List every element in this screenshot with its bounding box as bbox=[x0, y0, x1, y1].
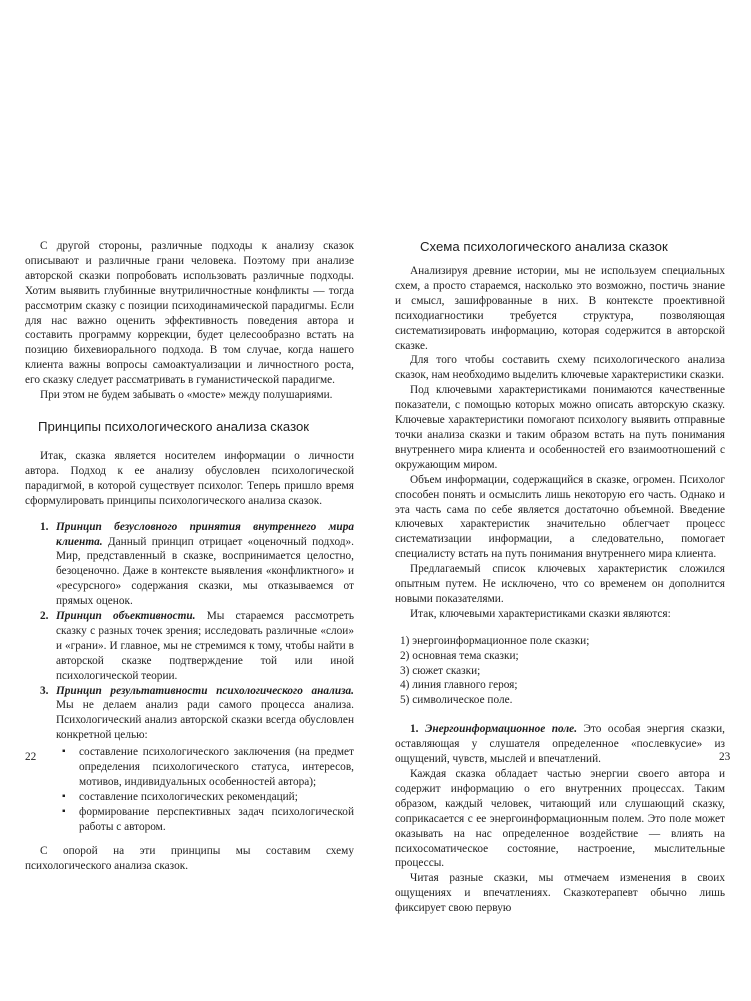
principles-intro-paragraph: Итак, сказка является носителем информации о личности автора. Подход к ее анализу обусловлен психологической парадигмой, в которой существует психолог. Теперь пришло время сформулировать принципы психологического анализа сказок. bbox=[25, 449, 354, 507]
energy-paragraph-1: Каждая сказка обладает частью энергии своего автора и содержит информацию о его внутренних процессах. Таким образом, каждый человек, читающий или слушающий сказку, соприкасается с ее энергоинформационным полем. Это поле может оказывать на нас определенное воздействие — влиять на психосоматическое состояние, настроение, мыслительные процессы. bbox=[395, 768, 725, 870]
closing-paragraph: С опорой на эти принципы мы составим схему психологического анализа сказок. bbox=[25, 844, 354, 872]
section-heading-scheme: Схема психологического анализа сказок bbox=[420, 239, 668, 254]
principle-item-1 bbox=[25, 520, 354, 609]
characteristic-item: 5) символическое поле. bbox=[400, 694, 513, 707]
goal-item: ▪ составление психологических рекомендаций; bbox=[56, 790, 354, 805]
principle-term: Принцип безусловного принятия внутреннего мира клиента. bbox=[56, 520, 354, 548]
section-heading-principles: Принципы психологического анализа сказок bbox=[38, 418, 310, 434]
energy-paragraph-2: Читая разные сказки, мы отмечаем изменения в своих ощущениях и впечатлениях. Сказкотерапевт обычно лишь фиксирует свою первую bbox=[395, 872, 725, 915]
right-text-column bbox=[395, 239, 725, 916]
scheme-paragraph-3: Под ключевыми характеристиками понимаются качественные показатели, с помощью которых можно описать авторскую сказку. Ключевые характеристики помогают психологу выявить отправные точки анализа сказки и таким образом встать на путь понимания внутреннего мира клиента и особенностей его взаимоотношений с окружающим миром. bbox=[395, 384, 725, 471]
goal-item: ▪ составление психологического заключения (на предмет определения психологического статуса, интересов, мотивов, индивидуальных особенностей автора); bbox=[56, 745, 354, 790]
principle-text: Данный принцип отрицает «оценочный подход». Мир, представленный в сказке, воспринимается целостно, безоценочно. Даже в контексте выявления «конфликтного» и «ресурсного» содержания сказки, мы отказываемся от прямых оценок. bbox=[56, 535, 354, 608]
energy-field-term: Энергоинформационное поле. bbox=[424, 723, 578, 736]
energy-field-text: Это особая энергия сказки, оставляющая у слушателя определенное «послевкусие» из ощущений, чувств, мыслей и впечатлений. bbox=[395, 723, 725, 766]
scheme-paragraph-5: Предлагаемый список ключевых характеристик сложился опытным путем. Не исключено, что со временем он дополнится новыми показателями. bbox=[395, 563, 725, 605]
characteristics-list bbox=[395, 634, 725, 709]
principle-text: Мы не делаем анализ ради самого процесса анализа. Психологический анализ авторской сказки всегда обусловлен конкретной целью: bbox=[56, 699, 354, 742]
intro-paragraph-2: При этом не будем забывать о «мосте» между полушариями. bbox=[40, 389, 333, 402]
right-page bbox=[376, 0, 751, 1001]
principle-number: 1. bbox=[40, 520, 49, 533]
principle-number: 2. bbox=[40, 610, 49, 623]
page-number-left: 22 bbox=[25, 751, 37, 763]
scheme-paragraph-2: Для того чтобы составить схему психологического анализа сказок, нам необходимо выделить ключевые характеристики сказки. bbox=[395, 354, 725, 382]
characteristic-item: 3) сюжет сказки; bbox=[400, 664, 481, 677]
characteristic-item: 2) основная тема сказки; bbox=[400, 649, 519, 662]
principle-number: 3. bbox=[40, 684, 49, 697]
energy-field-number: 1. bbox=[410, 723, 419, 736]
scheme-paragraph-6: Итак, ключевыми характеристиками сказки являются: bbox=[410, 607, 671, 620]
scheme-paragraph-4: Объем информации, содержащийся в сказке, огромен. Психолог способен понять и осмыслить лишь некоторую его часть. Однако и эта часть сама по себе является достаточно объемной. Введение ключевых характеристик значительно облегчает процесс систематизации информации, а следовательно, помогает специалисту встать на путь понимания внутреннего мира клиента. bbox=[395, 473, 725, 561]
energy-field-paragraph bbox=[395, 722, 725, 767]
intro-paragraph-1: С другой стороны, различные подходы к анализу сказок описывают и различные грани человека. Поэтому при анализе авторской сказки попробовать использовать различные подходы. Хотим выявить глубинные внутриличностные конфликты — тогда рассмотрим сказку с позиции психодинамической парадигмы. Если для нас важно оценить эффективность поведения автора и составить программу коррекции, будет целесообразно встать на позицию бихевиорального подхода. В том случае, когда нашего клиента важны вопросы самоактуализации и личностного роста, его сказку следует рассматривать в гуманистической парадигме. bbox=[25, 240, 354, 387]
goals-list bbox=[56, 745, 354, 834]
scheme-paragraph-1: Анализируя древние истории, мы не используем специальных схем, а просто стараемся, насколько это возможно, постичь знание и смысл, зашифрованные в них. В контексте проективной психодиагностики требуется структура, позволяющая систематизировать информацию, которая содержится в авторской сказке. bbox=[395, 265, 725, 352]
characteristic-item: 4) линия главного героя; bbox=[400, 679, 518, 692]
page-number-right: 23 bbox=[719, 751, 731, 763]
principle-item-3 bbox=[25, 684, 354, 835]
principle-term: Принцип результативности психологического анализа. bbox=[56, 684, 354, 697]
principle-item-2 bbox=[25, 609, 354, 684]
characteristic-item: 1) энергоинформационное поле сказки; bbox=[400, 634, 590, 647]
principle-text: Мы стараемся рассмотреть сказку с разных точек зрения; исследовать различные «слои» и «грани». И главное, мы не стремимся к тому, чтобы найти в авторской сказке подтверждение той или иной психологической теории. bbox=[56, 610, 354, 682]
principle-term: Принцип объективности. bbox=[56, 610, 196, 623]
goal-item: ▪ формирование перспективных задач психологической работы с автором. bbox=[56, 805, 354, 835]
principles-list bbox=[25, 520, 354, 835]
left-text-column bbox=[25, 239, 354, 873]
